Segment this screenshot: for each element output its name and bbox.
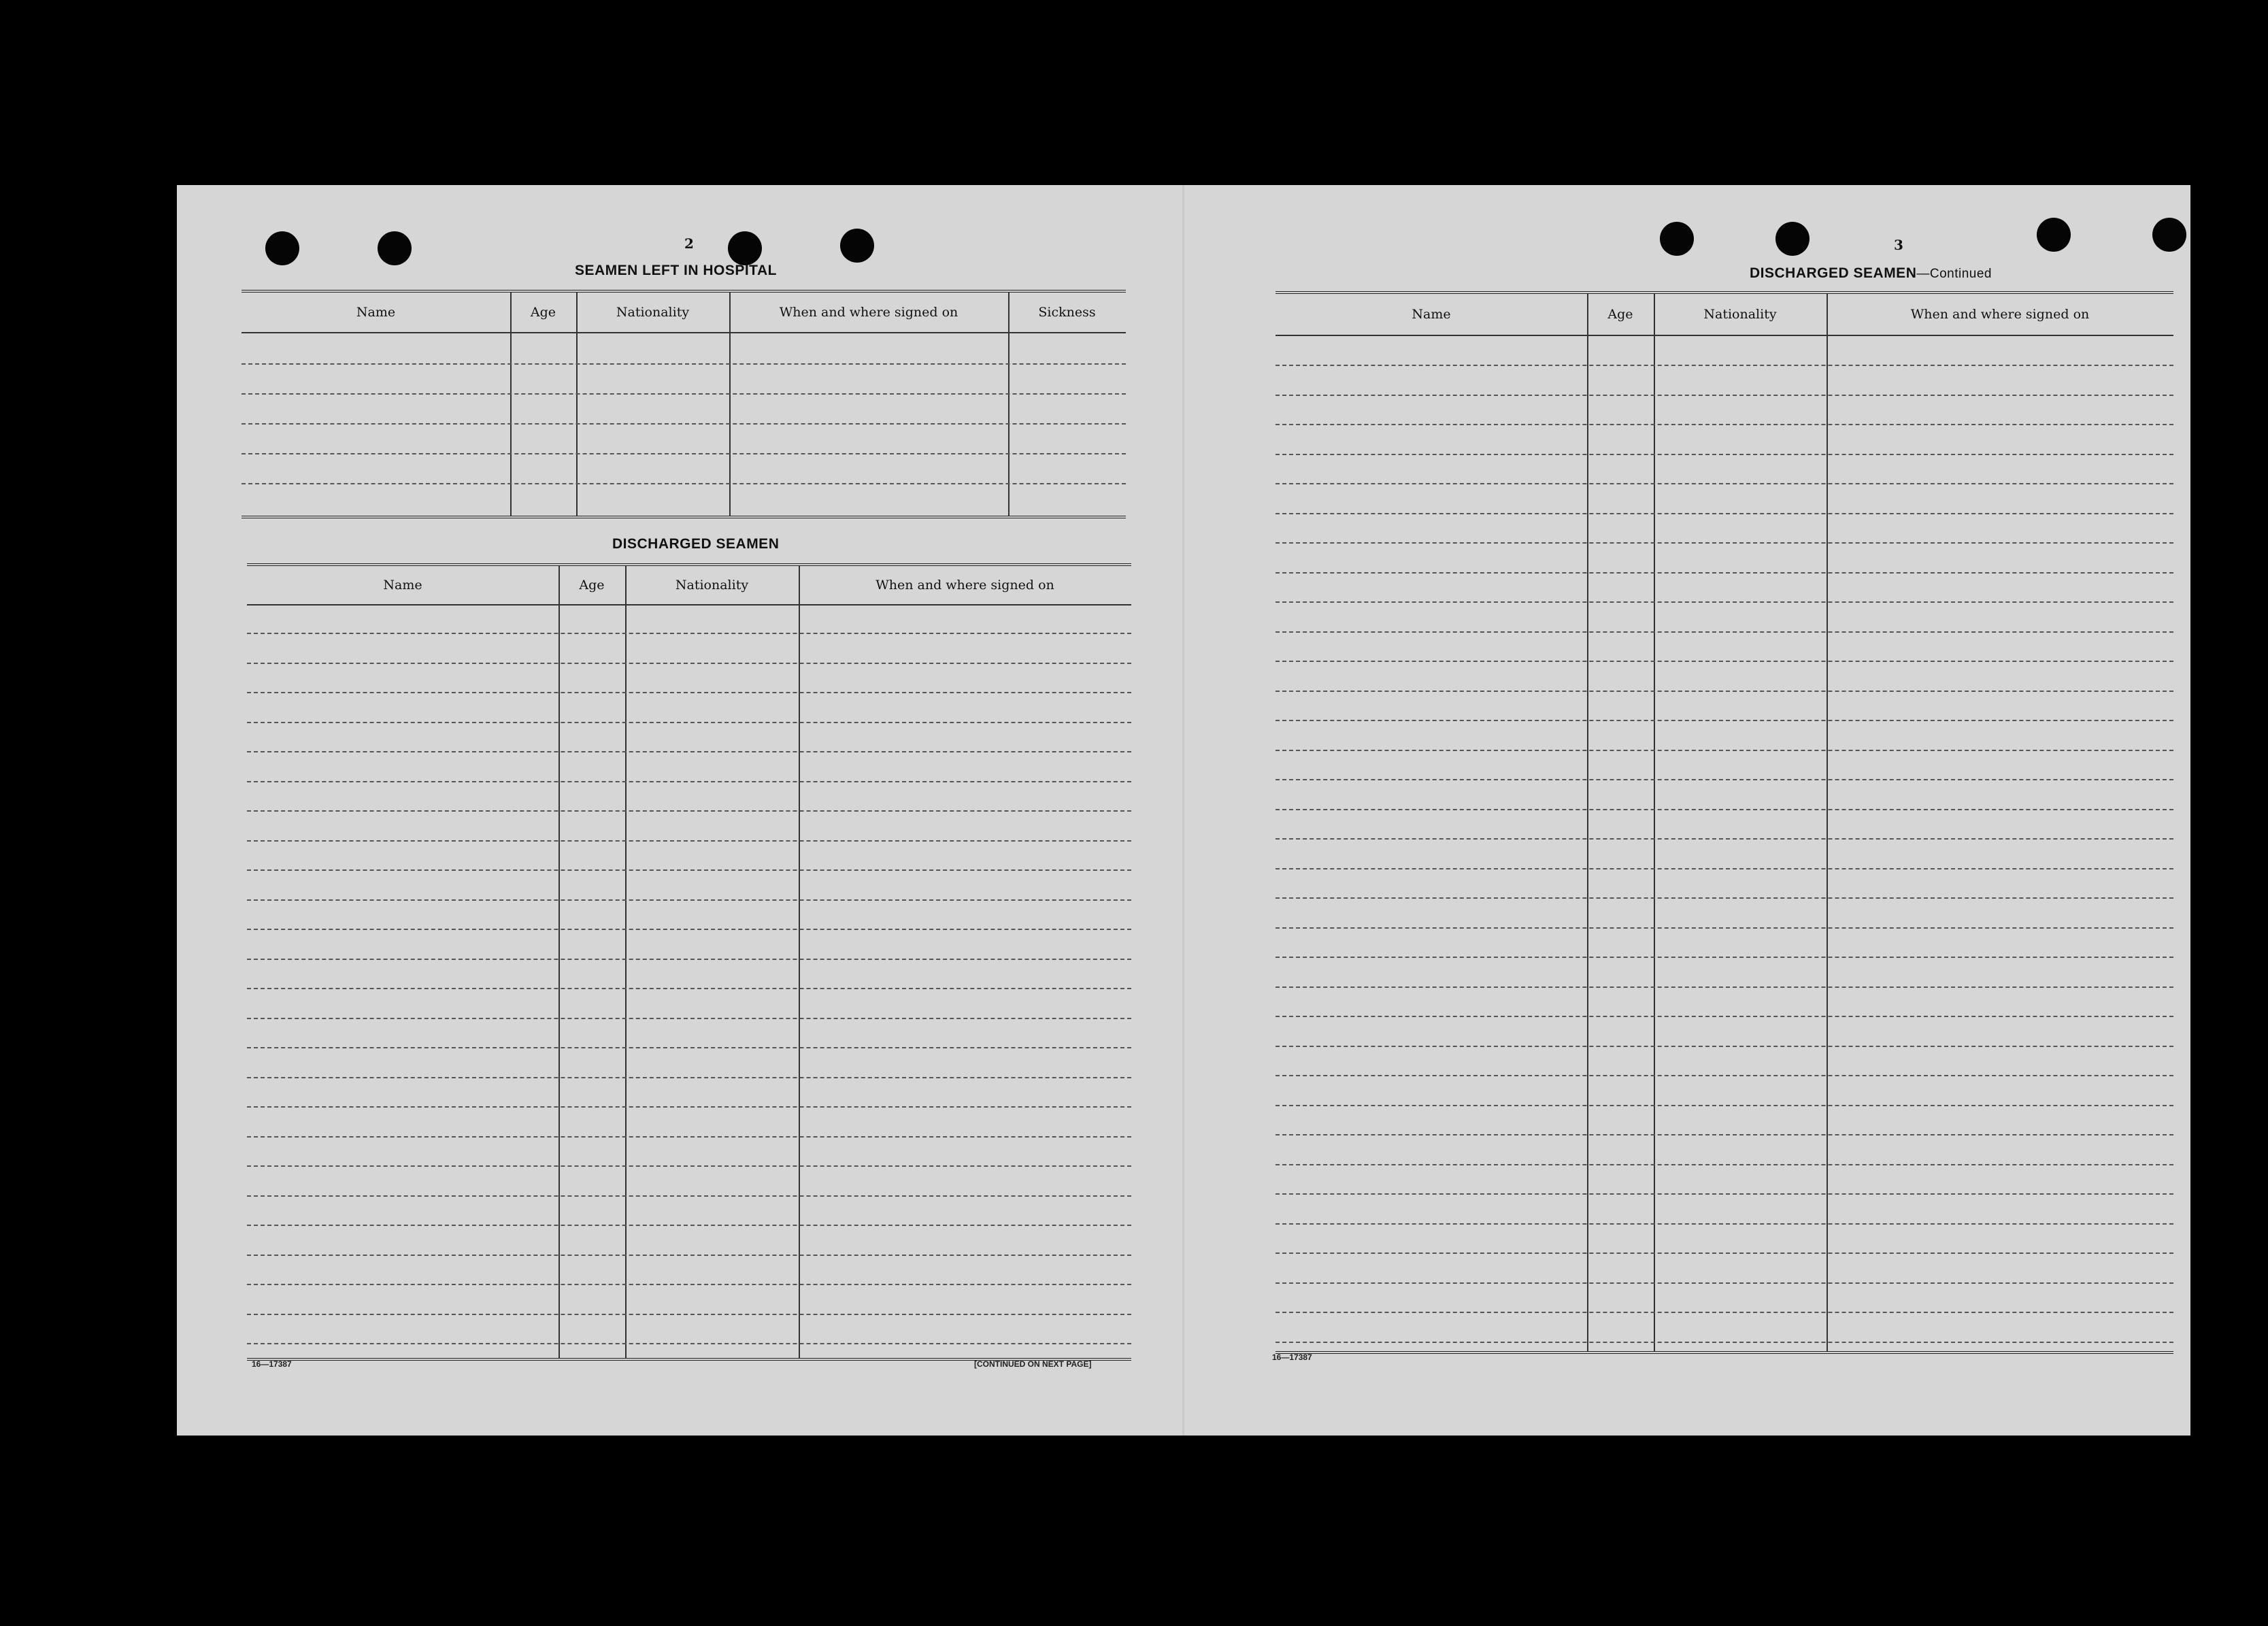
discharged-table	[247, 563, 1131, 1361]
column-header-age: Age	[530, 305, 556, 320]
ruled-line	[241, 363, 1126, 365]
hospital-table	[241, 290, 1126, 518]
punch-hole	[728, 231, 762, 265]
ruled-line	[1275, 483, 2173, 484]
ruled-line	[1275, 395, 2173, 396]
column-divider	[625, 566, 627, 1358]
right-page	[1184, 185, 2190, 1436]
form-number: 16—17387	[252, 1359, 292, 1369]
column-header-name: Name	[1412, 307, 1451, 322]
ruled-line	[247, 1195, 1131, 1197]
table-header	[247, 566, 1131, 605]
ruled-line	[1275, 986, 2173, 988]
ruled-line	[1275, 601, 2173, 603]
ruled-line	[247, 1047, 1131, 1048]
ruled-line	[1275, 1223, 2173, 1225]
ruled-line	[1275, 454, 2173, 455]
table-header	[1275, 294, 2173, 336]
page-number: 2	[684, 235, 694, 252]
ruled-line	[1275, 1193, 2173, 1195]
ruled-line	[247, 663, 1131, 664]
ruled-line	[247, 869, 1131, 871]
ruled-line	[247, 1314, 1131, 1315]
column-header-signed-on: When and where signed on	[1910, 307, 2090, 322]
column-divider	[1008, 293, 1010, 516]
ruled-line	[1275, 720, 2173, 721]
ruled-line	[1275, 691, 2173, 692]
column-divider	[576, 293, 578, 516]
ruled-line	[1275, 1105, 2173, 1106]
ruled-line	[1275, 750, 2173, 751]
punch-hole	[265, 231, 299, 265]
column-header-nationality: Nationality	[616, 305, 690, 320]
ruled-line	[1275, 809, 2173, 810]
left-page	[177, 185, 1184, 1436]
column-header-name: Name	[356, 305, 396, 320]
ruled-line	[247, 1284, 1131, 1285]
document-sheet	[177, 185, 2190, 1436]
form-number: 16—17387	[1272, 1353, 1312, 1362]
column-divider	[510, 293, 512, 516]
page-number: 3	[1894, 237, 1903, 253]
column-divider	[799, 566, 800, 1358]
ruled-line	[247, 1106, 1131, 1108]
punch-hole	[378, 231, 412, 265]
continued-note: [CONTINUED ON NEXT PAGE]	[974, 1359, 1092, 1369]
ruled-line	[247, 633, 1131, 634]
ruled-line	[1275, 1016, 2173, 1017]
column-divider	[1827, 294, 1828, 1351]
punch-hole	[1660, 222, 1694, 256]
ruled-line	[1275, 838, 2173, 840]
ruled-line	[1275, 542, 2173, 544]
column-divider	[1587, 294, 1588, 1351]
ruled-line	[247, 1165, 1131, 1167]
punch-hole	[2152, 218, 2186, 252]
ruled-line	[1275, 1342, 2173, 1343]
ruled-line	[241, 453, 1126, 454]
ruled-line	[1275, 1282, 2173, 1284]
column-header-name: Name	[383, 578, 422, 593]
column-header-sickness: Sickness	[1038, 305, 1096, 320]
ruled-line	[247, 1136, 1131, 1138]
section-title-suffix: —Continued	[1916, 267, 1992, 281]
column-header-age: Age	[579, 578, 605, 593]
ruled-line	[1275, 572, 2173, 574]
ruled-line	[247, 1343, 1131, 1344]
ruled-line	[1275, 957, 2173, 958]
ruled-line	[1275, 1164, 2173, 1165]
ruled-line	[247, 781, 1131, 782]
hospital-section-title: SEAMEN LEFT IN HOSPITAL	[575, 263, 777, 278]
ruled-line	[1275, 365, 2173, 366]
ruled-line	[247, 1225, 1131, 1226]
ruled-line	[247, 722, 1131, 723]
ruled-line	[1275, 631, 2173, 633]
ruled-line	[1275, 868, 2173, 869]
ruled-line	[1275, 1046, 2173, 1047]
ruled-line	[247, 840, 1131, 842]
ruled-line	[247, 1255, 1131, 1256]
ruled-line	[247, 988, 1131, 989]
discharged-continued-title	[1750, 265, 1992, 282]
ruled-line	[241, 393, 1126, 395]
ruled-line	[247, 1077, 1131, 1078]
ruled-line	[1275, 927, 2173, 929]
discharged-section-title: DISCHARGED SEAMEN	[612, 536, 780, 552]
column-divider	[729, 293, 731, 516]
ruled-line	[1275, 1312, 2173, 1313]
column-header-age: Age	[1607, 307, 1633, 322]
column-header-signed-on: When and where signed on	[779, 305, 958, 320]
ruled-line	[247, 1018, 1131, 1019]
discharged-continued-table	[1275, 291, 2173, 1354]
ruled-line	[247, 899, 1131, 901]
column-divider	[558, 566, 560, 1358]
section-title-text: DISCHARGED SEAMEN	[1750, 265, 1917, 281]
ruled-line	[1275, 513, 2173, 514]
punch-hole	[840, 229, 874, 263]
ruled-line	[247, 810, 1131, 812]
ruled-line	[1275, 897, 2173, 899]
table-header	[241, 293, 1126, 333]
punch-hole	[2037, 218, 2071, 252]
ruled-line	[1275, 424, 2173, 425]
ruled-line	[247, 751, 1131, 752]
ruled-line	[1275, 779, 2173, 780]
ruled-line	[1275, 1252, 2173, 1254]
ruled-line	[1275, 1134, 2173, 1135]
punch-hole	[1775, 222, 1810, 256]
ruled-line	[1275, 1075, 2173, 1076]
column-header-signed-on: When and where signed on	[875, 578, 1054, 593]
ruled-line	[241, 483, 1126, 484]
column-header-nationality: Nationality	[675, 578, 749, 593]
ruled-line	[1275, 661, 2173, 662]
ruled-line	[247, 959, 1131, 960]
column-divider	[1654, 294, 1655, 1351]
ruled-line	[247, 929, 1131, 930]
column-header-nationality: Nationality	[1703, 307, 1777, 322]
ruled-line	[241, 423, 1126, 425]
ruled-line	[247, 692, 1131, 693]
